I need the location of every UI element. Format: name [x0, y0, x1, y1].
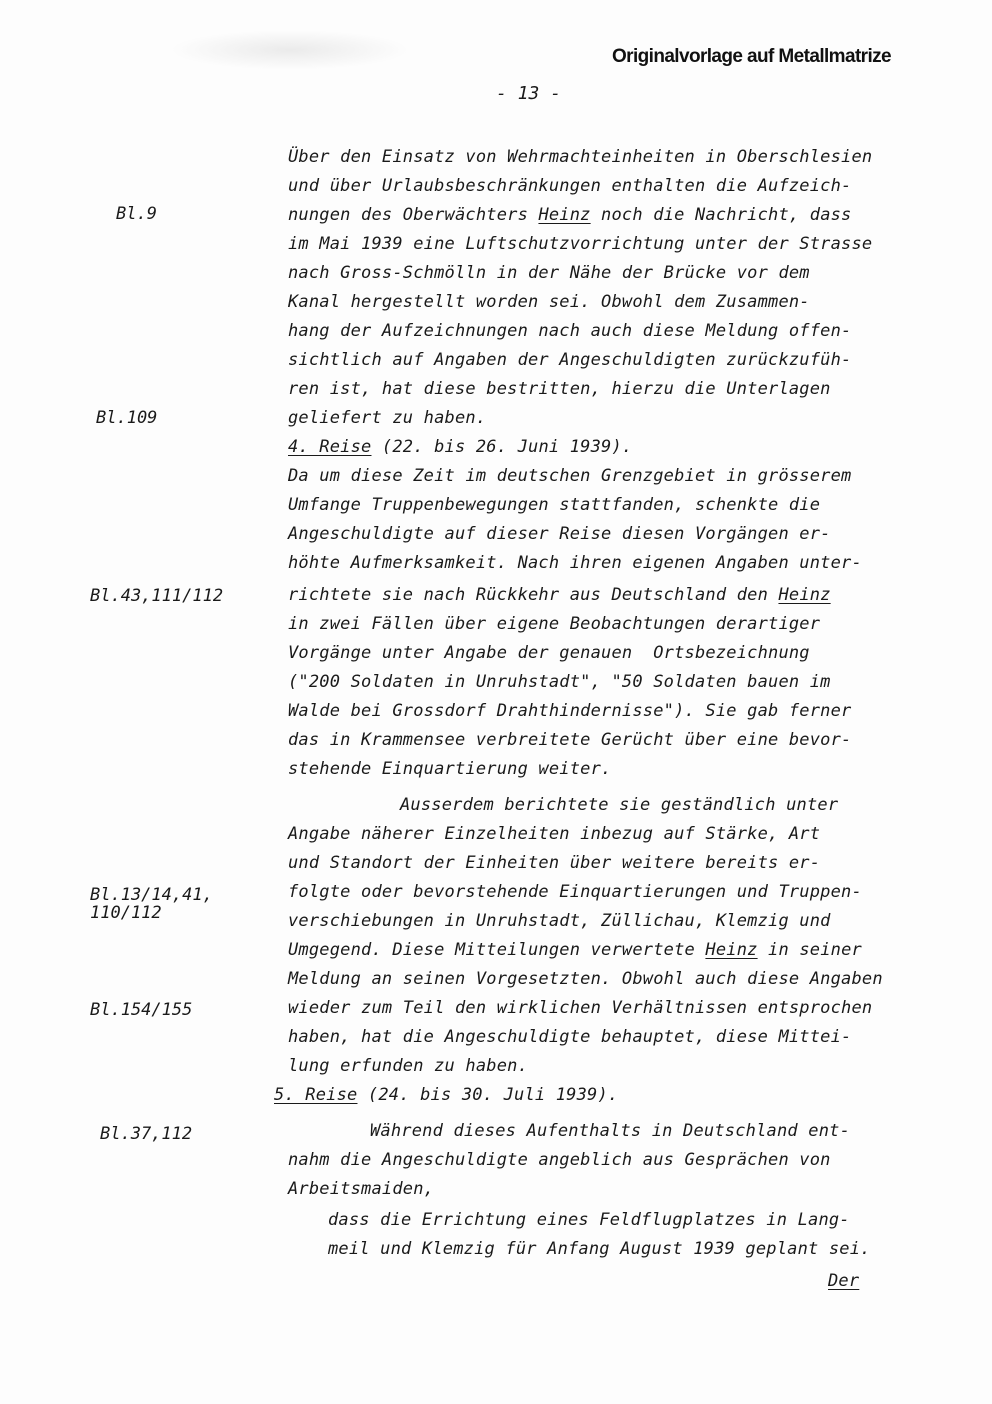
body-line: Da um diese Zeit im deutschen Grenzgebiet in grösserem: [288, 466, 852, 486]
body-text: in seiner: [757, 940, 862, 960]
section-heading-dates: (22. bis 26. Juni 1939).: [371, 437, 633, 457]
body-line: im Mai 1939 eine Luftschutzvorrichtung unter der Strasse: [288, 234, 873, 254]
body-line: stehende Einquartierung weiter.: [288, 759, 612, 779]
name-heinz: Heinz: [538, 205, 591, 225]
page-number: - 13 -: [496, 83, 562, 104]
scan-smudge: [170, 30, 410, 70]
margin-ref: Bl.37,112: [100, 1124, 193, 1144]
body-line: in zwei Fällen über eigene Beobachtungen derartiger: [288, 614, 821, 634]
body-line: [288, 939, 862, 961]
body-line: folgte oder bevorstehende Einquartierungen und Truppen-: [288, 882, 862, 902]
body-line: sichtlich auf Angaben der Angeschuldigten zurückzufüh-: [288, 350, 852, 370]
section-heading-text: 5. Reise: [274, 1085, 358, 1105]
body-line: Kanal hergestellt worden sei. Obwohl dem Zusammen-: [288, 292, 810, 312]
body-line: haben, hat die Angeschuldigte behauptet, diese Mittei-: [288, 1027, 852, 1047]
body-line: Angabe näherer Einzelheiten inbezug auf Stärke, Art: [288, 824, 821, 844]
body-line: Walde bei Grossdorf Drahthindernisse"). Sie gab ferner: [288, 701, 852, 721]
body-line: dass die Errichtung eines Feldflugplatzes in Lang-: [328, 1210, 850, 1230]
margin-ref: Bl.43,111/112: [90, 586, 224, 606]
margin-ref: Bl.154/155: [90, 1000, 193, 1020]
margin-ref: Bl.13/14,41,: [90, 885, 213, 905]
body-line: ("200 Soldaten in Unruhstadt", "50 Soldaten bauen im: [288, 672, 831, 692]
margin-ref: 110/112: [90, 903, 162, 923]
section-heading-dates: (24. bis 30. Juli 1939).: [357, 1085, 619, 1105]
body-line: Meldung an seinen Vorgesetzten. Obwohl auch diese Angaben: [288, 969, 883, 989]
body-line: und über Urlaubsbeschränkungen enthalten die Aufzeich-: [288, 176, 852, 196]
body-line: Vorgänge unter Angabe der genauen Ortsbezeichnung: [288, 643, 810, 663]
body-line: und Standort der Einheiten über weitere bereits er-: [288, 853, 821, 873]
body-text: richtete sie nach Rückkehr aus Deutschland den: [288, 585, 779, 605]
section-heading-text: 4. Reise: [288, 437, 372, 457]
body-text: noch die Nachricht, dass: [590, 205, 852, 225]
body-line: [288, 204, 852, 226]
name-heinz: Heinz: [778, 585, 831, 605]
body-line: hang der Aufzeichnungen nach auch diese Meldung offen-: [288, 321, 852, 341]
body-line: nahm die Angeschuldigte angeblich aus Gesprächen von: [288, 1150, 831, 1170]
body-line: Während dieses Aufenthalts in Deutschland ent-: [370, 1121, 851, 1141]
section-heading-reise-5: [274, 1084, 618, 1106]
body-line: Über den Einsatz von Wehrmachteinheiten in Oberschlesien: [288, 147, 873, 167]
body-line: Umfange Truppenbewegungen stattfanden, schenkte die: [288, 495, 821, 515]
section-heading-reise-4: [288, 436, 632, 458]
body-line: ren ist, hat diese bestritten, hierzu die Unterlagen: [288, 379, 831, 399]
margin-ref: Bl.109: [96, 408, 158, 428]
body-line: nach Gross-Schmölln in der Nähe der Brücke vor dem: [288, 263, 810, 283]
body-line: Angeschuldigte auf dieser Reise diesen Vorgängen er-: [288, 524, 831, 544]
body-text: nungen des Oberwächters: [288, 205, 539, 225]
body-text: Umgegend. Diese Mitteilungen verwertete: [288, 940, 706, 960]
body-line: wieder zum Teil den wirklichen Verhältnissen entsprochen: [288, 998, 873, 1018]
body-line: meil und Klemzig für Anfang August 1939 geplant sei.: [328, 1239, 871, 1259]
body-line: verschiebungen in Unruhstadt, Züllichau, Klemzig und: [288, 911, 831, 931]
body-line: lung erfunden zu haben.: [288, 1056, 529, 1076]
body-line: Arbeitsmaiden,: [288, 1179, 435, 1199]
body-line: Ausserdem berichtete sie geständlich unter: [400, 795, 839, 815]
catchword: Der: [828, 1271, 860, 1291]
header-stamp: Originalvorlage auf Metallmatrize: [612, 46, 892, 67]
body-line: höhte Aufmerksamkeit. Nach ihren eigenen Angaben unter-: [288, 553, 862, 573]
body-line: das in Krammensee verbreitete Gerücht über eine bevor-: [288, 730, 852, 750]
body-line: geliefert zu haben.: [288, 408, 487, 428]
name-heinz: Heinz: [705, 940, 758, 960]
margin-ref: Bl.9: [116, 204, 157, 224]
body-line: [288, 584, 831, 606]
